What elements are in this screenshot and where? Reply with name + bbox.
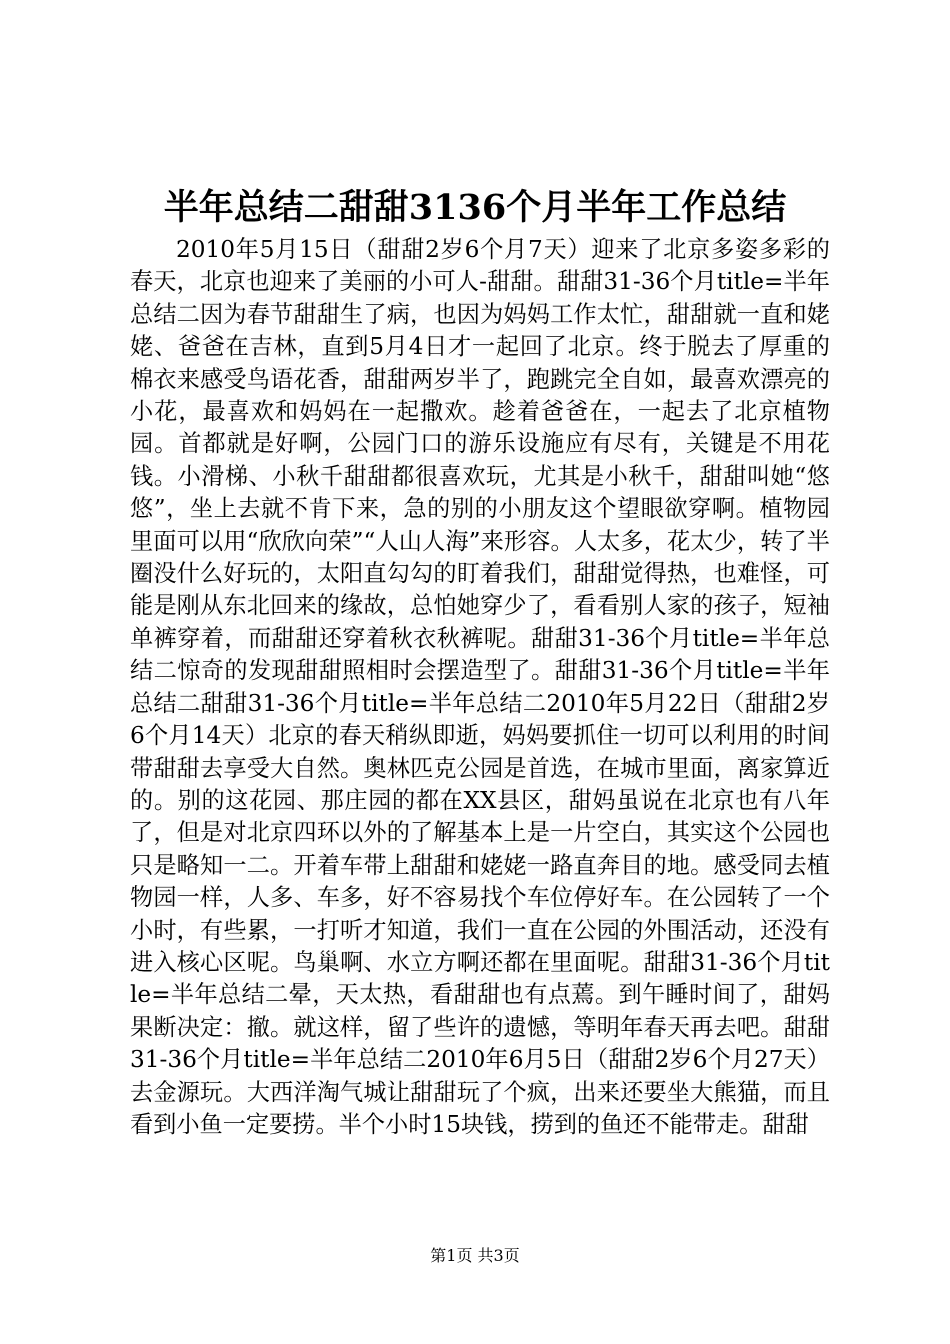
document-body-paragraph: 2010年5月15日（甜甜2岁6个月7天）迎来了北京多姿多彩的春天，北京也迎来了美丽的小可人-甜甜。甜甜31-36个月title=半年总结二因为春节甜甜生了病，也因为妈妈工作太忙，甜甜就一直和姥姥、爸爸在吉林，直到5月4日才一起回了北京。终于脱去了厚重的棉衣来感受鸟语花香，甜甜两岁半了，跑跳完全自如，最喜欢漂亮的小花，最喜欢和妈妈在一起撒欢。趁着爸爸在，一起去了北京植物园。首都就是好啊，公园门口的游乐设施应有尽有，关键是不用花钱。小滑梯、小秋千甜甜都很喜欢玩，尤其是小秋千，甜甜叫她“悠悠”，坐上去就不肯下来，急的别的小朋友这个望眼欲穿啊。植物园里面可以用“欣欣向荣”“人山人海”来形容。人太多，花太少，转了半圈没什么好玩的，太阳直勾勾的盯着我们，甜甜觉得热，也难怪，可能是刚从东北回来的缘故，总怕她穿少了，看看别人家的孩子，短袖单裤穿着，而甜甜还穿着秋衣秋裤呢。甜甜31-36个月title=半年总结二惊奇的发现甜甜照相时会摆造型了。甜甜31-36个月title=半年总结二甜甜31-36个月title=半年总结二2010年5月22日（甜甜2岁6个月14天）北京的春天稍纵即逝，妈妈要抓住一切可以利用的时间带甜甜去享受大自然。奥林匹克公园是首选，在城市里面，离家算近的。别的这花园、那庄园的都在XX县区，甜妈虽说在北京也有八年了，但是对北京四环以外的了解基本上是一片空白，其实这个公园也只是略知一二。开着车带上甜甜和姥姥一路直奔目的地。感受同去植物园一样，人多、车多，好不容易找个车位停好车。在公园转了一个小时，有些累，一打听才知道，我们一直在公园的外围活动，还没有进入核心区呢。鸟巢啊、水立方啊还都在里面呢。甜甜31-36个月title=半年总结二晕，天太热，看甜甜也有点蔫。到午睡时间了，甜妈果断决定：撤。就这样，留了些许的遗憾，等明年春天再去吧。甜甜31-36个月title=半年总结二2010年6月5日（甜甜2岁6个月27天）去金源玩。大西洋淘气城让甜甜玩了个疯，出来还要坐大熊猫，而且看到小鱼一定要捞。半个小时15块钱，捞到的鱼还不能带走。甜甜 bbox=[130, 236, 830, 1138]
page-number-indicator: 第1页 共3页 bbox=[430, 1246, 520, 1265]
document-title: 半年总结二甜甜3136个月半年工作总结 bbox=[163, 187, 787, 228]
